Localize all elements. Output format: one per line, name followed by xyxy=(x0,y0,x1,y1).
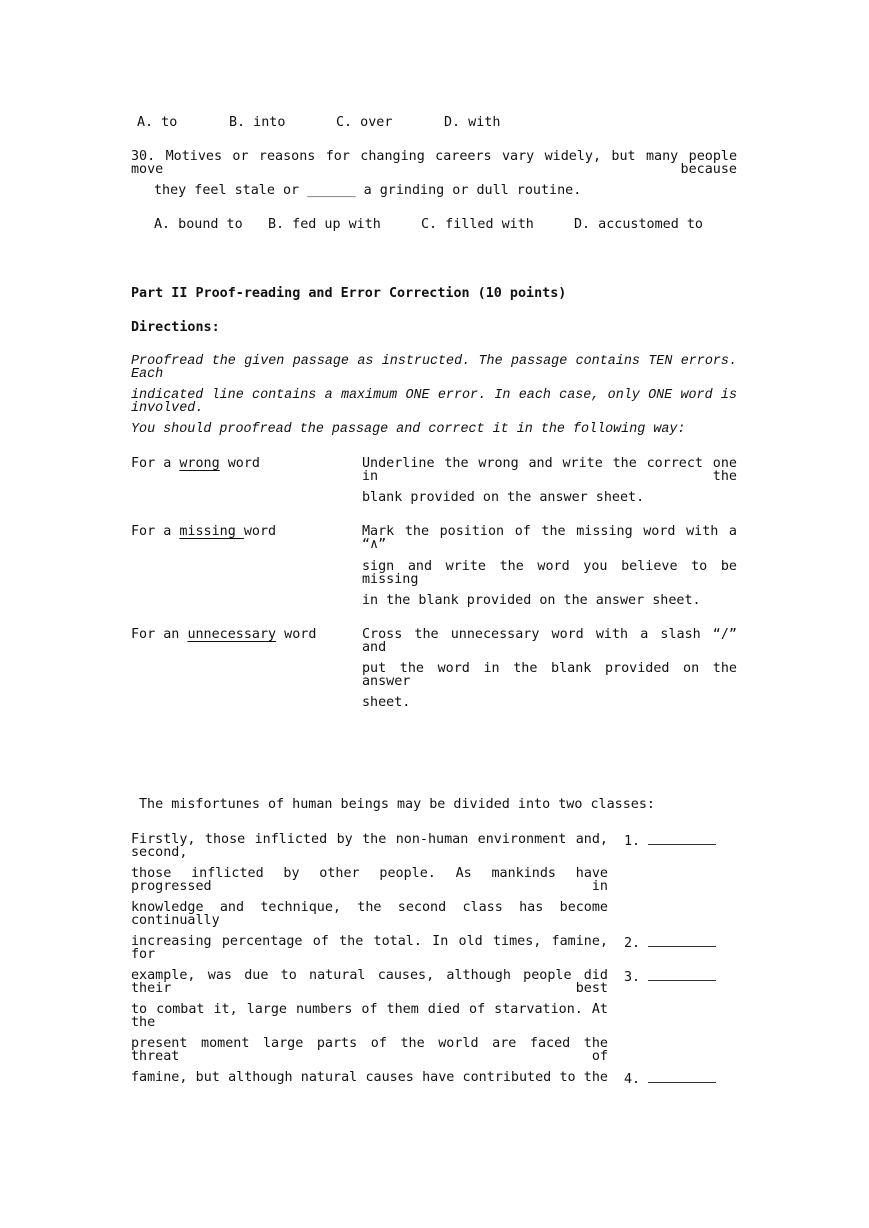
rule-wrong-line-1: Underline the wrong and write the correct one in the xyxy=(362,456,737,485)
rule-unnecessary-line-1: Cross the unnecessary word with a slash “/” and xyxy=(362,627,737,656)
q30-option-a[interactable]: A. bound to xyxy=(154,217,243,232)
answer-blank-1[interactable]: 1. xyxy=(624,833,716,848)
rule-unnecessary-line-3: sheet. xyxy=(362,695,411,710)
q30-stem-before-blank: they feel stale or xyxy=(154,183,308,198)
directions-line-3: You should proofread the passage and correct it in the following way: xyxy=(131,422,686,437)
directions-label: Directions: xyxy=(131,320,220,335)
rule-unnecessary-label: For an unnecessary word xyxy=(131,627,317,642)
answer-blank-2[interactable]: 2. xyxy=(624,935,716,950)
passage-line-1: The misfortunes of human beings may be divided into two classes: xyxy=(139,797,655,812)
directions-line-2: indicated line contains a maximum ONE error. In each case, only ONE word is involved. xyxy=(131,388,737,417)
keyword-unnecessary: unnecessary xyxy=(187,627,277,642)
answer-blank-4[interactable]: 4. xyxy=(624,1071,716,1086)
answer-line xyxy=(648,935,716,947)
passage-line-3: those inflicted by other people. As mankinds have progressed in xyxy=(131,866,608,895)
answer-blank-3[interactable]: 3. xyxy=(624,969,716,984)
rule-missing-line-3: in the blank provided on the answer sheet. xyxy=(362,593,701,608)
keyword-wrong: wrong xyxy=(179,456,220,471)
passage-line-4: knowledge and technique, the second class has become continually xyxy=(131,900,608,929)
passage-line-6: example, was due to natural causes, although people did their best xyxy=(131,968,608,997)
q30-stem-line-2 xyxy=(154,184,581,197)
part-heading: Part II Proof-reading and Error Correction (10 points) xyxy=(131,286,567,301)
rule-wrong-line-2: blank provided on the answer sheet. xyxy=(362,490,645,505)
answer-line xyxy=(648,969,716,981)
rule-unnecessary-line-2: put the word in the blank provided on the answer xyxy=(362,661,737,690)
q30-option-b[interactable]: B. fed up with xyxy=(268,217,381,232)
q30-stem-line-1: 30. Motives or reasons for changing careers vary widely, but many people move because xyxy=(131,149,737,178)
directions-line-1: Proofread the given passage as instructed. The passage contains TEN errors. Each xyxy=(131,354,737,383)
q29-option-d[interactable]: D. with xyxy=(444,115,501,130)
answer-line xyxy=(648,833,716,845)
q29-option-a[interactable]: A. to xyxy=(137,115,178,130)
passage-line-5: increasing percentage of the total. In old times, famine, for xyxy=(131,934,608,963)
rule-wrong-label: For a wrong word xyxy=(131,456,260,471)
rule-missing-line-2: sign and write the word you believe to be missing xyxy=(362,559,737,588)
q29-option-b[interactable]: B. into xyxy=(229,115,286,130)
passage-line-2: Firstly, those inflicted by the non-human environment and, second, xyxy=(131,832,608,861)
rule-missing-label: For a missing word xyxy=(131,524,277,539)
keyword-missing: missing xyxy=(179,524,244,539)
q30-blank[interactable]: ______ xyxy=(307,183,356,198)
passage-line-7: to combat it, large numbers of them died of starvation. At the xyxy=(131,1002,608,1031)
rule-missing-line-1: Mark the position of the missing word with a “∧” xyxy=(362,524,737,553)
answer-line xyxy=(648,1071,716,1083)
q30-option-c[interactable]: C. filled with xyxy=(421,217,534,232)
q30-stem-after-blank: a grinding or dull routine. xyxy=(355,183,582,198)
passage-line-9: famine, but although natural causes have contributed to the xyxy=(131,1070,608,1085)
passage-line-8: present moment large parts of the world are faced the threat of xyxy=(131,1036,608,1065)
q29-option-c[interactable]: C. over xyxy=(336,115,393,130)
q30-option-d[interactable]: D. accustomed to xyxy=(574,217,703,232)
